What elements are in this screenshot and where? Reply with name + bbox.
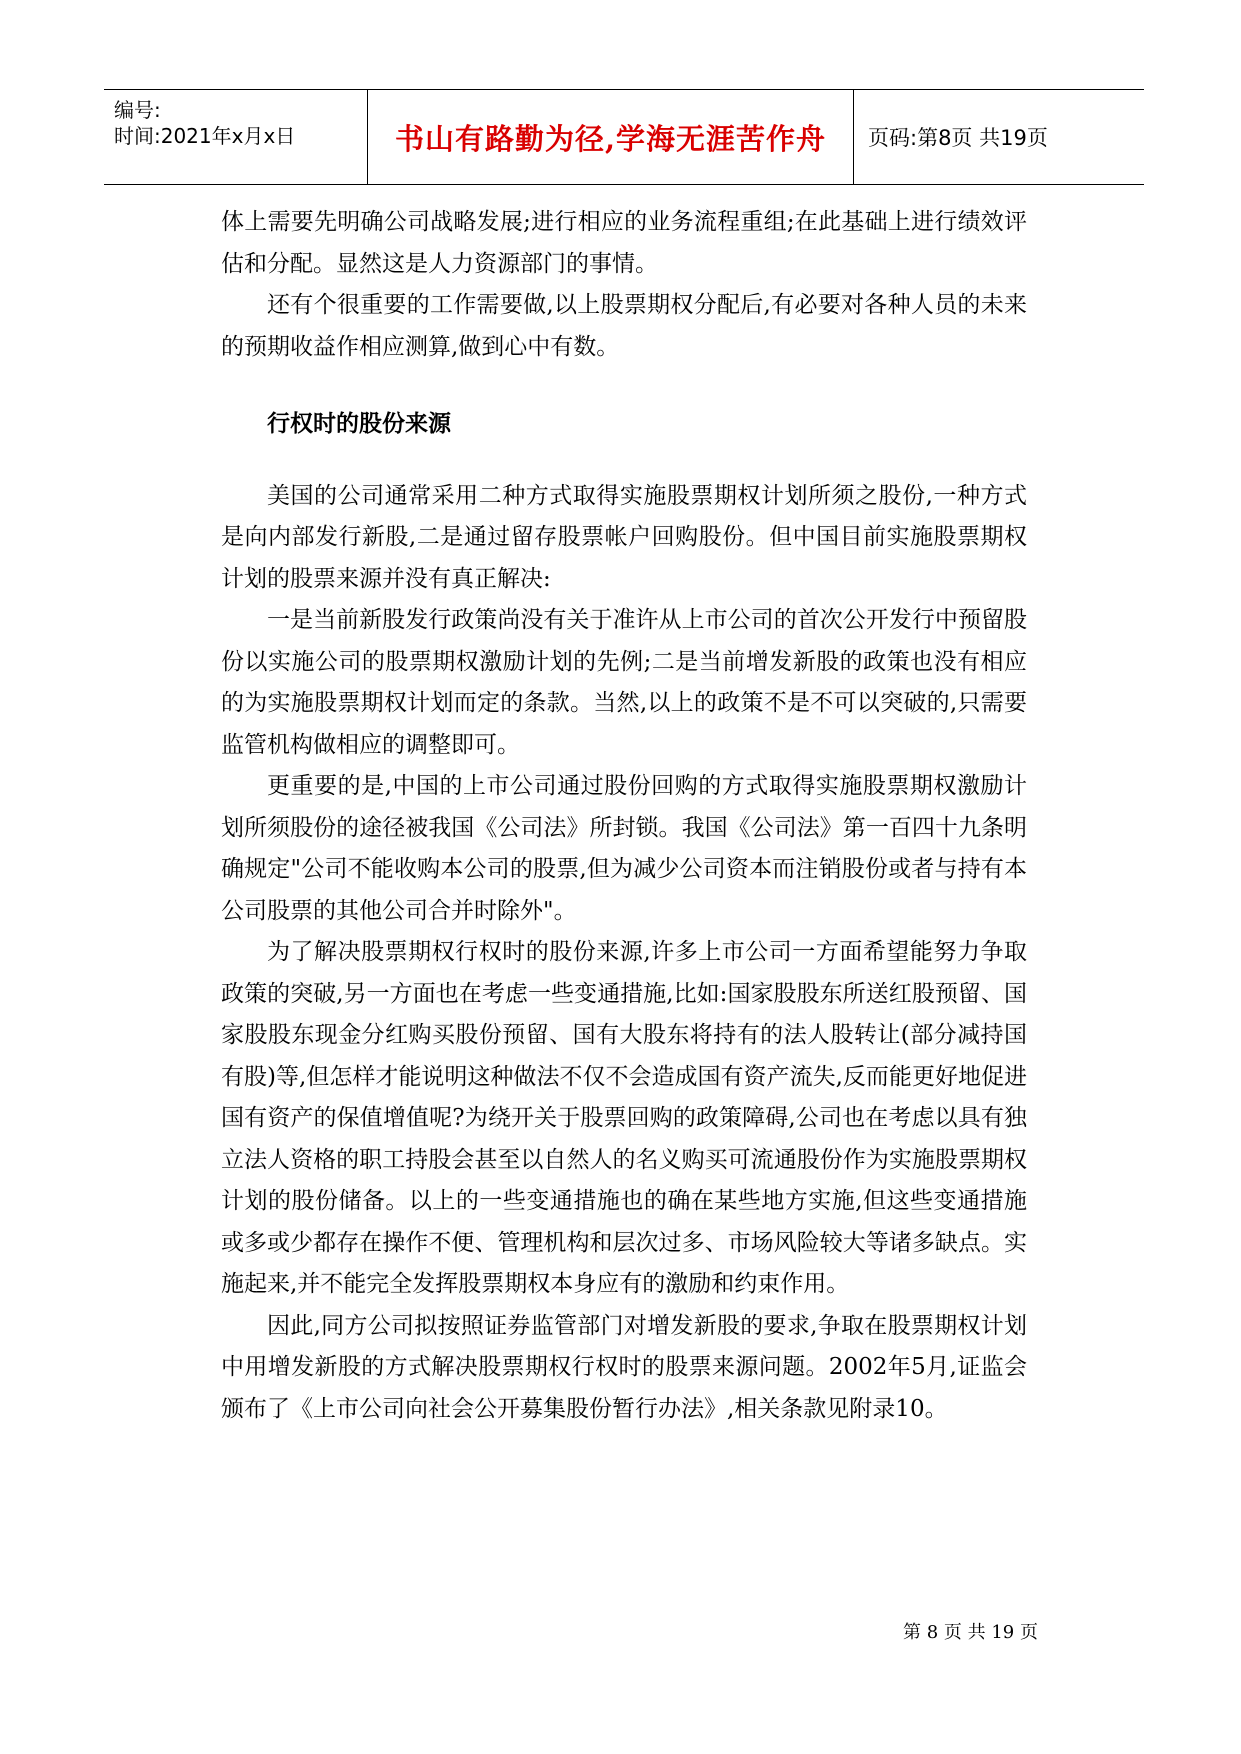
document-body <box>221 202 1027 1430</box>
header-page-cell <box>854 90 1144 184</box>
document-header <box>104 89 1144 185</box>
paragraph: 还有个很重要的工作需要做,以上股票期权分配后,有必要对各种人员的未来的预期收益作相应测算,做到心中有数。 <box>221 292 1027 360</box>
header-motto-cell <box>368 90 854 184</box>
header-meta-cell <box>104 90 368 184</box>
document-number-label: 编号: <box>114 98 161 122</box>
header-motto: 书山有路勤为径,学海无涯苦作舟 <box>394 121 827 156</box>
paragraph: 因此,同方公司拟按照证券监管部门对增发新股的要求,争取在股票期权计划中用增发新股的方式解决股票期权行权时的股票来源问题。2002年5月,证监会颁布了《上市公司向社会公开募集股份暂行办法》,相关条款见附录10。 <box>221 1312 1027 1422</box>
paragraph: 一是当前新股发行政策尚没有关于准许从上市公司的首次公开发行中预留股份以实施公司的股票期权激励计划的先例;二是当前增发新股的政策也没有相应的为实施股票期权计划而定的条款。当然,以上的政策不是不可以突破的,只需要监管机构做相应的调整即可。 <box>221 607 1027 758</box>
paragraph: 体上需要先明确公司战略发展;进行相应的业务流程重组;在此基础上进行绩效评估和分配。显然这是人力资源部门的事情。 <box>221 209 1027 277</box>
paragraph: 更重要的是,中国的上市公司通过股份回购的方式取得实施股票期权激励计划所须股份的途径被我国《公司法》所封锁。我国《公司法》第一百四十九条明确规定"公司不能收购本公司的股票,但为减少公司资本而注销股份或者与持有本公司股票的其他公司合并时除外"。 <box>221 773 1027 924</box>
spacer <box>221 368 1027 404</box>
paragraph: 美国的公司通常采用二种方式取得实施股票期权计划所须之股份,一种方式是向内部发行新股,二是通过留存股票帐户回购股份。但中国目前实施股票期权计划的股票来源并没有真正解决: <box>221 482 1027 592</box>
section-title: 行权时的股份来源 <box>267 411 451 437</box>
page-footer-number: 第 8 页 共 19 页 <box>903 1622 1038 1643</box>
header-page-code: 页码:第8页 共19页 <box>868 126 1048 150</box>
spacer <box>221 446 1027 476</box>
paragraph: 为了解决股票期权行权时的股份来源,许多上市公司一方面希望能努力争取政策的突破,另一方面也在考虑一些变通措施,比如:国家股股东所送红股预留、国家股股东现金分红购买股份预留、国有大股东将持有的法人股转让(部分减持国有股)等,但怎样才能说明这种做法不仅不会造成国有资产流失,反而能更好地促进国有资产的保值增值呢?为绕开关于股票回购的政策障碍,公司也在考虑以具有独立法人资格的职工持股会甚至以自然人的名义购买可流通股份作为实施股票期权计划的股份储备。以上的一些变通措施也的确在某些地方实施,但这些变通措施或多或少都存在操作不便、管理机构和层次过多、市场风险较大等诸多缺点。实施起来,并不能完全发挥股票期权本身应有的激励和约束作用。 <box>221 939 1027 1297</box>
document-time-label: 时间:2021年x月x日 <box>114 124 296 148</box>
